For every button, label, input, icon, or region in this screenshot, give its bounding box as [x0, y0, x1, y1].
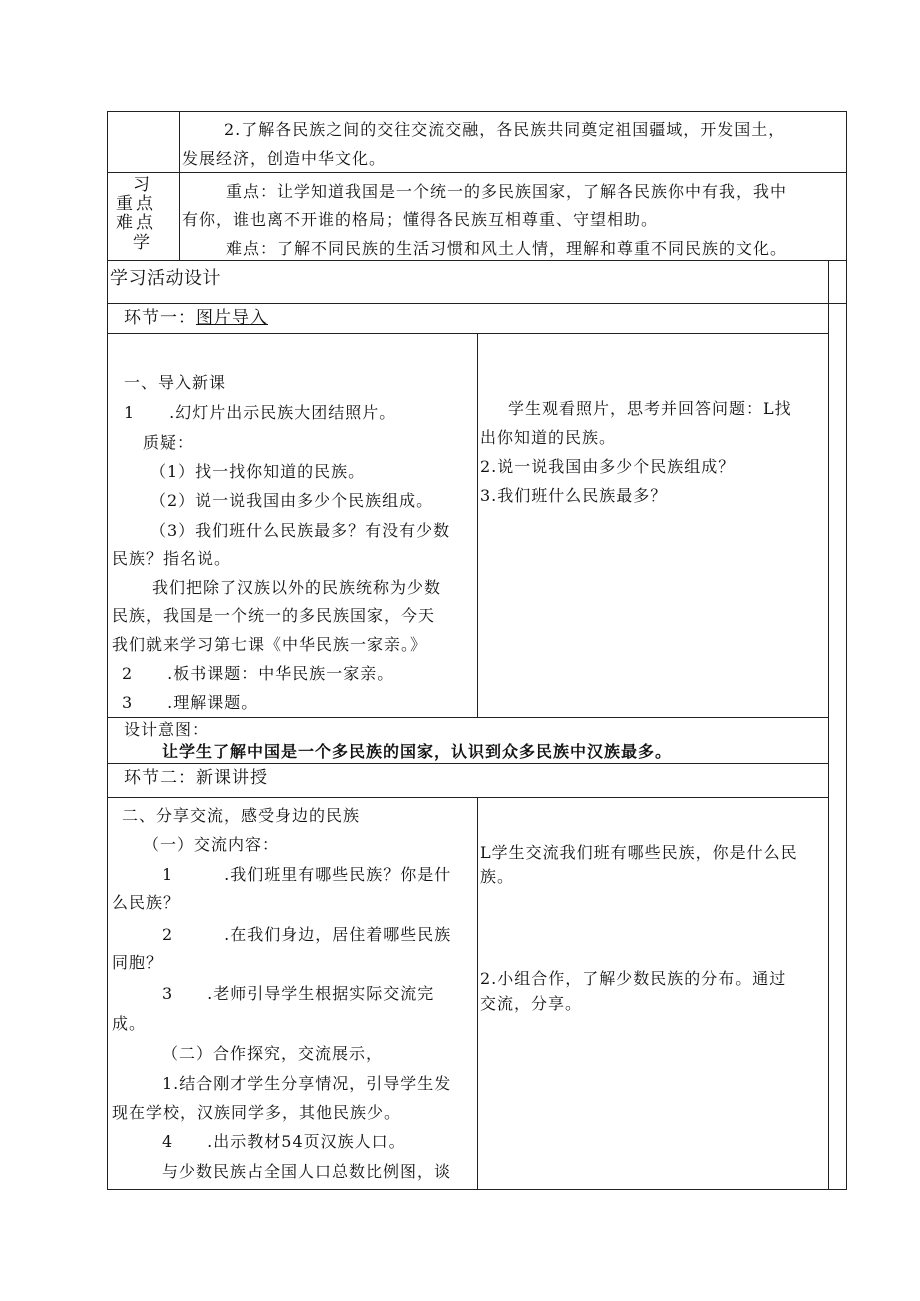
table-rule — [107, 797, 829, 798]
list-item: 1 .幻灯片出示民族大团结照片。 — [124, 403, 397, 422]
objective-line: 2.了解各民族之间的交往交流交融，各民族共同奠定祖国疆域，开发国土， — [224, 120, 786, 139]
difficult-point-text: 难点：了解不同民族的生活习惯和风土人情，理解和尊重不同民族的文化。 — [226, 239, 788, 258]
table-rule — [107, 333, 829, 334]
table-rule — [107, 260, 847, 261]
key-point-text: 重点：让学知道我国是一个统一的多民族国家，了解各民族你中有我，我中 — [226, 182, 788, 201]
list-item: 成。 — [112, 1014, 147, 1033]
list-item: 交流，分享。 — [480, 994, 583, 1013]
table-border-left — [107, 111, 108, 1190]
list-item: 民族，我国是一个统一的多民族国家，今天 — [112, 606, 436, 625]
list-item: 么民族？ — [112, 893, 181, 912]
list-item: 现在学校，汉族同学多，其他民族少。 — [112, 1103, 402, 1122]
section1-label: 环节一： — [124, 308, 196, 328]
key-points-label: 习 — [133, 175, 150, 195]
list-item: （3）我们班什么民族最多？有没有少数 — [150, 521, 451, 540]
list-item: 民族？指名说。 — [112, 549, 232, 568]
difficult-points-label: 难点 — [116, 213, 156, 233]
list-item: （二）合作探究，交流展示， — [162, 1044, 384, 1063]
list-item: L学生交流我们班有哪些民族，你是什么民 — [480, 843, 798, 862]
objective-line: 发展经济，创造中华文化。 — [182, 149, 387, 168]
key-points-label: 重点 — [116, 194, 156, 214]
table-border-right — [846, 111, 847, 1190]
key-point-text: 有你，谁也离不开谁的格局；懂得各民族互相尊重、守望相助。 — [182, 210, 659, 229]
list-item: 2 .在我们身边，居住着哪些民族 — [162, 925, 452, 944]
table-rule — [107, 717, 829, 718]
column-divider — [477, 797, 478, 1190]
list-item: 二、分享交流，感受身边的民族 — [122, 806, 361, 825]
list-item: 族。 — [480, 867, 515, 886]
design-intent-text: 让学生了解中国是一个多民族的国家，认识到众多民族中汉族最多。 — [162, 742, 673, 761]
inner-right-border — [828, 260, 829, 1190]
table-border-top — [107, 111, 847, 112]
section2-title: 环节二：新课讲授 — [124, 768, 268, 788]
list-item: 4 .出示教材54页汉族人口。 — [162, 1132, 406, 1151]
list-item: （1）找一找你知道的民族。 — [150, 462, 366, 481]
column-divider — [477, 333, 478, 718]
list-item: 出你知道的民族。 — [480, 428, 617, 447]
list-item: 2.说一说我国由多少个民族组成？ — [480, 457, 736, 476]
list-item: 一、导入新课 — [124, 373, 227, 392]
table-rule — [107, 172, 847, 173]
list-item: 1.结合刚才学生分享情况，引导学生发 — [162, 1074, 452, 1093]
list-item: 我们就来学习第七课《中华民族一家亲。》 — [112, 635, 428, 654]
table-rule — [107, 763, 829, 764]
list-item: （2）说一说我国由多少个民族组成。 — [150, 491, 434, 510]
list-item: 2 .板书课题：中华民族一家亲。 — [122, 664, 395, 683]
section1-link: 图片导入 — [196, 308, 268, 328]
list-item: 质疑： — [143, 433, 195, 452]
label-column-divider — [179, 111, 180, 261]
list-item: （一）交流内容： — [143, 835, 280, 854]
activity-title: 学习活动设计 — [110, 268, 221, 289]
table-rule — [107, 303, 847, 304]
list-item: 与少数民族占全国人口总数比例图，谈 — [162, 1162, 452, 1181]
design-intent-label: 设计意图： — [124, 720, 210, 739]
list-item: 学生观看照片，思考并回答问题：L找 — [508, 399, 792, 418]
difficult-points-label: 学 — [133, 233, 150, 253]
section1-title — [124, 307, 268, 329]
list-item: 3 .老师引导学生根据实际交流完 — [162, 984, 435, 1003]
list-item: 我们把除了汉族以外的民族统称为少数 — [152, 578, 442, 597]
list-item: 3 .理解课题。 — [122, 693, 259, 712]
list-item: 2.小组合作，了解少数民族的分布。通过 — [480, 969, 787, 988]
list-item: 3.我们班什么民族最多？ — [480, 486, 668, 505]
list-item: 1 .我们班里有哪些民族？你是什 — [162, 865, 452, 884]
list-item: 同胞？ — [112, 953, 164, 972]
